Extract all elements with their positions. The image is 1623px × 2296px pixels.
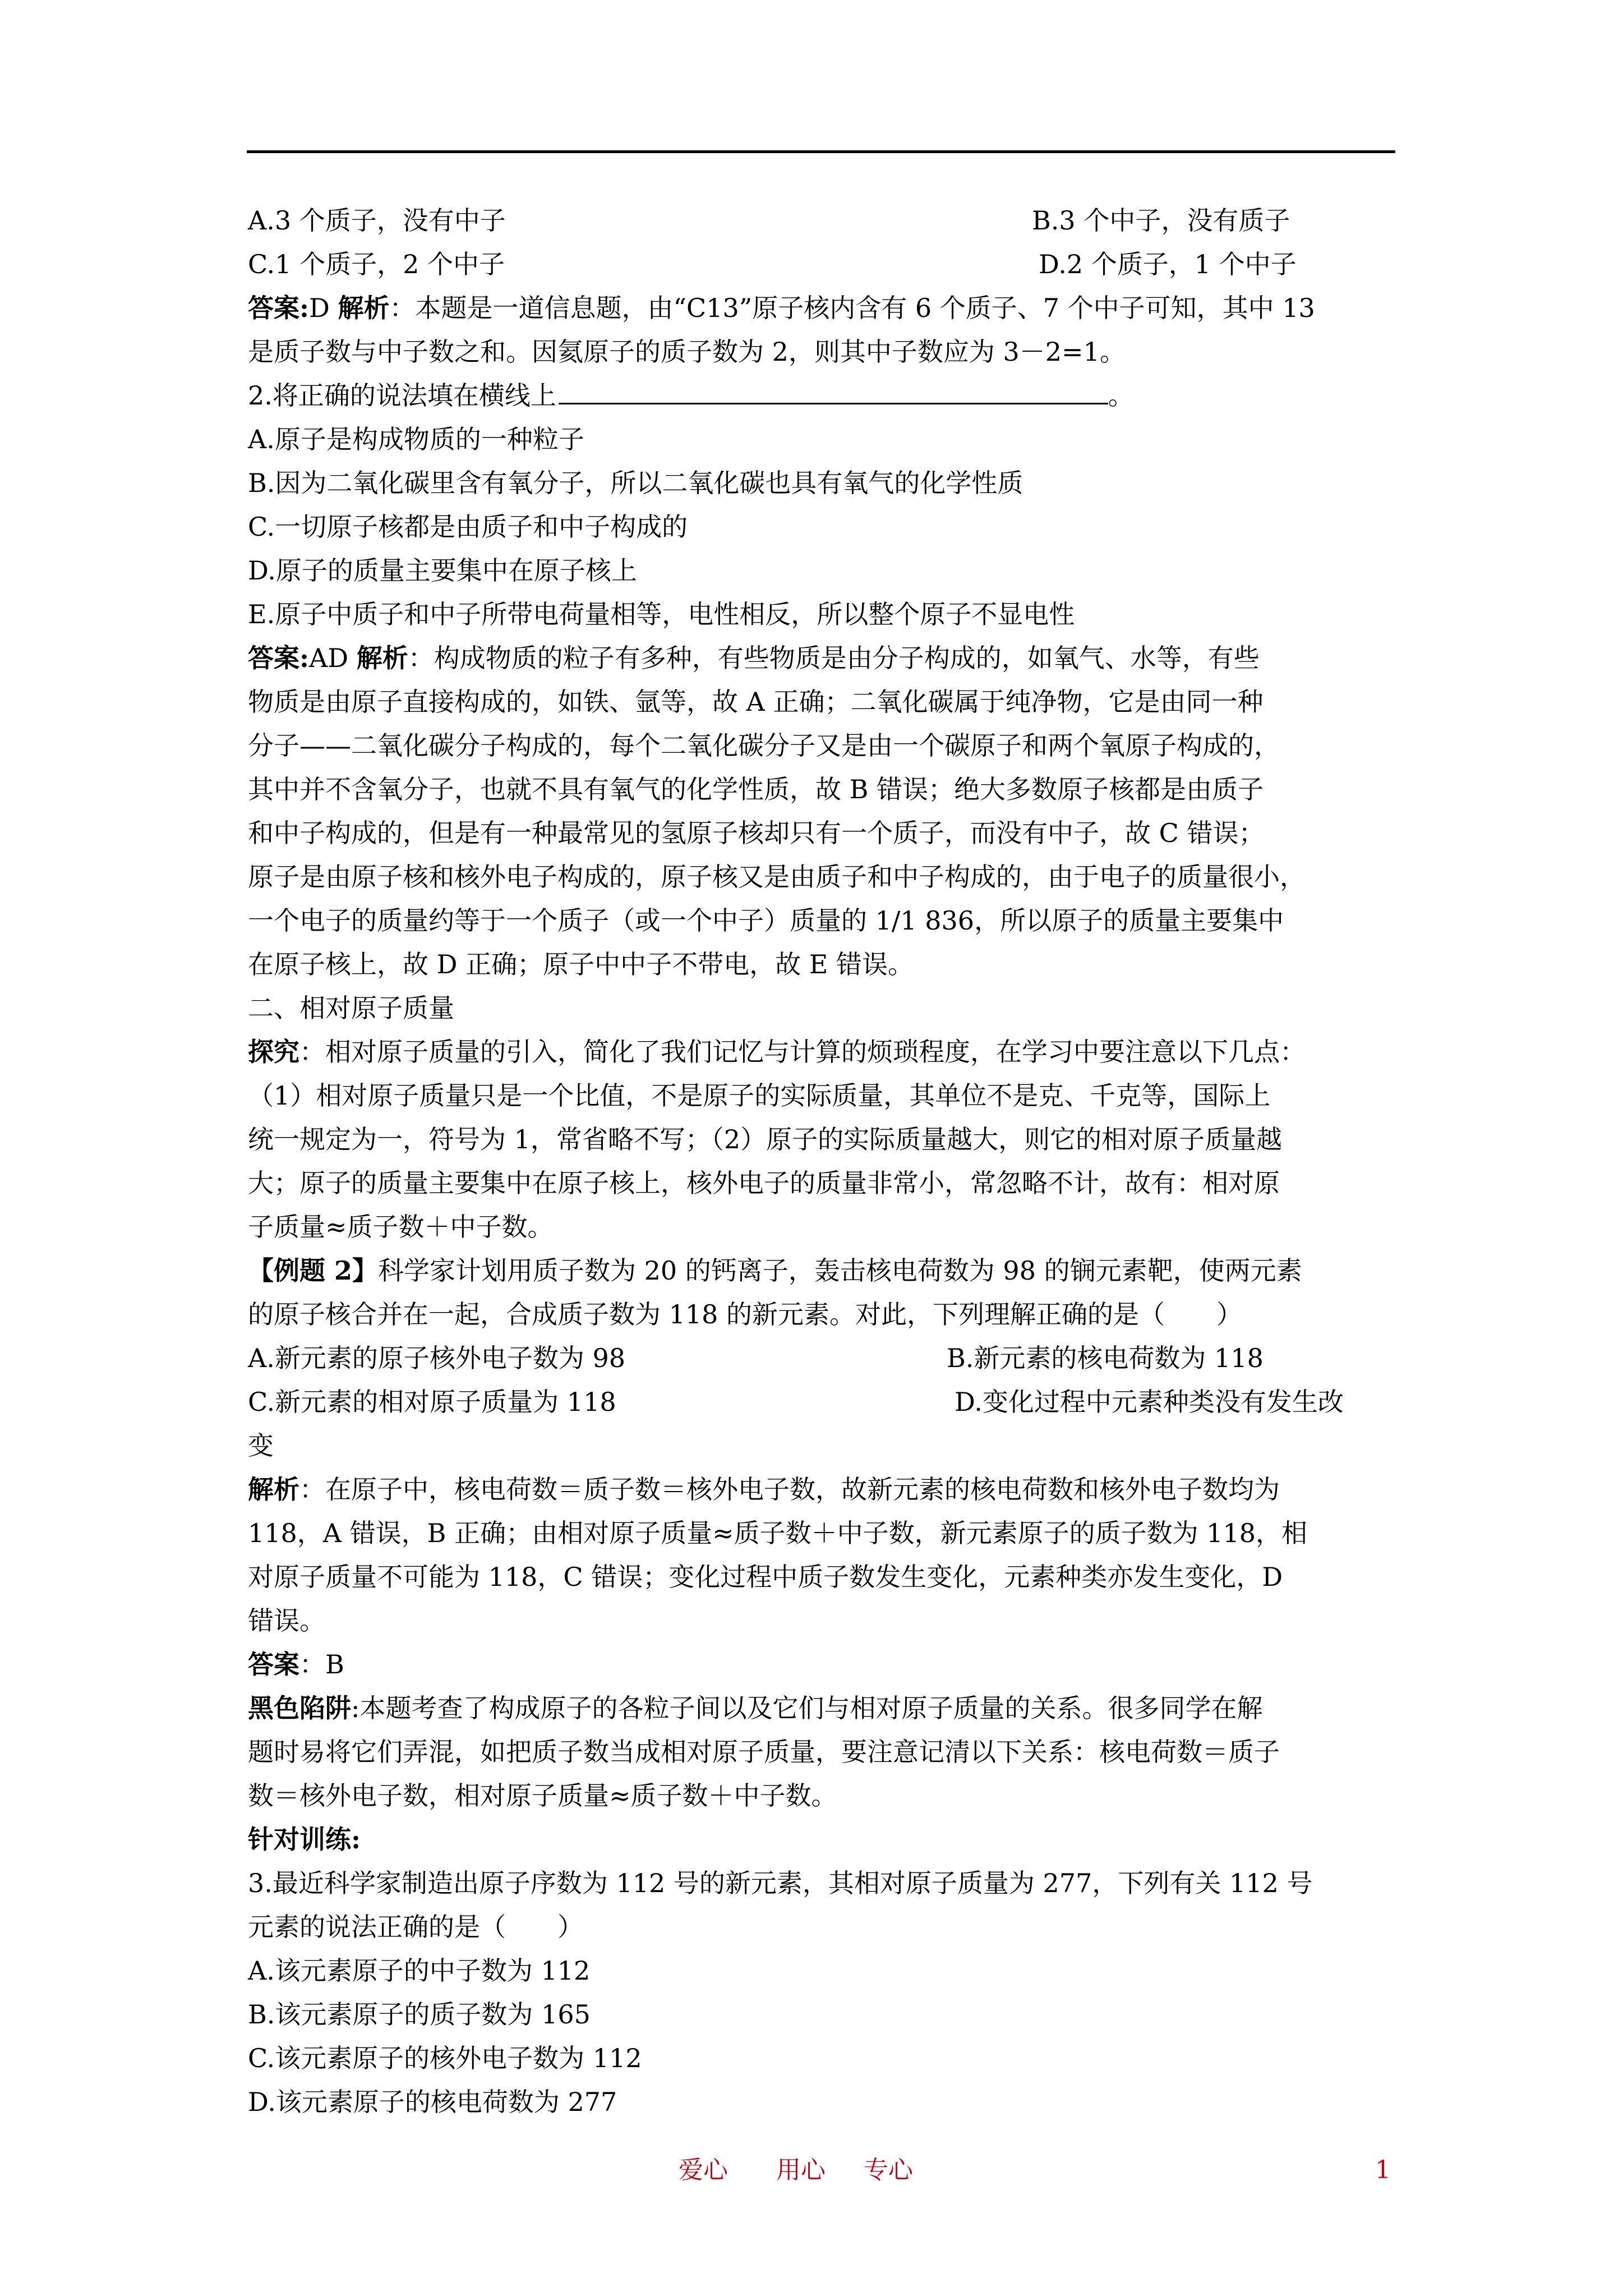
footer-slogan-3: 专心 <box>864 2156 913 2184</box>
q2-answer-line: 在原子核上，故 D 正确；原子中中子不带电，故 E 错误。 <box>248 949 914 979</box>
q1-answer-line-2: 是质子数与中子数之和。因氦原子的质子数为 2，则其中子数应为 3－2=1。 <box>248 337 1126 367</box>
example-option-d: D.变化过程中元素种类没有发生改 <box>955 1387 1344 1417</box>
trap-label: 黑色陷阱 <box>248 1693 351 1723</box>
answer-label: 答案: <box>248 293 309 323</box>
q2-option: E.原子中质子和中子所带电荷量相等，电性相反，所以整个原子不显电性 <box>248 599 1075 629</box>
section-heading: 二、相对原子质量 <box>248 993 454 1023</box>
example-option-b: B.新元素的核电荷数为 118 <box>947 1343 1264 1373</box>
analysis-label: 解析 <box>248 1474 299 1504</box>
example-analysis-line: 118，A 错误，B 正确；由相对原子质量≈质子数＋中子数，新元素原子的质子数为 118，相 <box>248 1518 1308 1548</box>
q2-answer-line: 一个电子的质量约等于一个质子（或一个中子）质量的 1/1 836，所以原子的质量主要集中 <box>248 905 1284 936</box>
trap-line: 数＝核外电子数，相对原子质量≈质子数＋中子数。 <box>248 1780 837 1811</box>
q2-stem <box>248 374 1134 417</box>
q2-answer-line: 分子——二氧化碳分子构成的，每个二氧化碳分子又是由一个碳原子和两个氧原子构成的， <box>248 730 1280 761</box>
q2-answer-line: 和中子构成的，但是有一种最常见的氢原子核却只有一个质子，而没有中子，故 C 错误； <box>248 818 1265 848</box>
page-number: 1 <box>1375 2156 1391 2184</box>
answer-label: 答案 <box>248 1649 299 1680</box>
explore-text: ：相对原子质量的引入，简化了我们记忆与计算的烦琐程度，在学习中要注意以下几点： <box>299 1037 1306 1067</box>
explore-line: 子质量≈质子数＋中子数。 <box>248 1212 554 1242</box>
training-heading: 针对训练: <box>248 1824 361 1855</box>
example-option-a: A.新元素的原子核外电子数为 98 <box>248 1343 625 1373</box>
explore-label: 探究 <box>248 1037 299 1067</box>
analysis-text: ：本题是一道信息题，由“C13”原子核内含有 6 个质子、7 个中子可知，其中 13 <box>389 293 1315 323</box>
example-analysis-line <box>248 1467 1280 1511</box>
q3-option: C.该元素原子的核外电子数为 112 <box>248 2043 642 2073</box>
q2-option: C.一切原子核都是由质子和中子构成的 <box>248 512 688 542</box>
answer-value: D <box>308 293 330 323</box>
q2-answer-line: 原子是由原子核和核外电子构成的，原子核又是由质子和中子构成的，由于电子的质量很小， <box>248 862 1306 892</box>
q2-answer-line: 物质是由原子直接构成的，如铁、氩等，故 A 正确；二氧化碳属于纯净物，它是由同一种 <box>248 687 1264 717</box>
trap-line: 题时易将它们弄混，如把质子数当成相对原子质量，要注意记清以下关系：核电荷数＝质子 <box>248 1737 1280 1767</box>
fill-in-blank <box>559 374 1108 404</box>
explore-line: 统一规定为一，符号为 1，常省略不写；（2）原子的实际质量越大，则它的相对原子质量越 <box>248 1124 1283 1154</box>
q1-option-a: A.3 个质子，没有中子 <box>248 205 506 236</box>
q2-answer-line <box>248 636 1260 680</box>
q2-stem-end: 。 <box>1108 380 1134 411</box>
q3-option: A.该元素原子的中子数为 112 <box>248 1955 591 1986</box>
q3-option: B.该元素原子的质子数为 165 <box>248 1999 591 2030</box>
q3-option: D.该元素原子的核电荷数为 277 <box>248 2087 617 2117</box>
example-option-c: C.新元素的相对原子质量为 118 <box>248 1387 616 1417</box>
example-stem-line: 的原子核合并在一起，合成质子数为 118 的新元素。对此，下列理解正确的是（ ） <box>248 1299 1243 1329</box>
example-answer <box>248 1642 344 1686</box>
explore-line: （1）相对原子质量只是一个比值，不是原子的实际质量，其单位不是克、千克等，国际上 <box>248 1080 1271 1111</box>
answer-value: AD <box>308 643 349 673</box>
example-label: 【例题 2】 <box>248 1255 379 1286</box>
explore-line: 大；原子的质量主要集中在原子核上，核外电子的质量非常小，常忽略不计，故有：相对原 <box>248 1168 1280 1198</box>
example-text: 科学家计划用质子数为 20 的钙离子，轰击核电荷数为 98 的锎元素靶，使两元素 <box>378 1255 1302 1286</box>
q2-option: A.原子是构成物质的一种粒子 <box>248 424 584 454</box>
q1-option-d: D.2 个质子，1 个中子 <box>1039 249 1297 279</box>
q3-stem-line: 3.最近科学家制造出原子序数为 112 号的新元素，其相对原子质量为 277，下列有关 112 号 <box>248 1868 1313 1898</box>
example-analysis-line: 对原子质量不可能为 118，C 错误；变化过程中质子数发生变化，元素种类亦发生变化，D <box>248 1562 1283 1592</box>
analysis-label: 解析 <box>338 293 390 323</box>
q3-stem-line: 元素的说法正确的是（ ） <box>248 1912 583 1942</box>
example-option-d-continued: 变 <box>248 1430 274 1461</box>
q1-answer-line-1 <box>248 286 1315 330</box>
analysis-text: ：构成物质的粒子有多种，有些物质是由分子构成的，如氧气、水等，有些 <box>408 643 1260 673</box>
explore-line <box>248 1030 1306 1074</box>
example-stem-line <box>248 1249 1302 1292</box>
analysis-label: 解析 <box>356 643 408 673</box>
trap-line <box>248 1686 1263 1730</box>
q1-option-b: B.3 个中子，没有质子 <box>1032 205 1290 236</box>
answer-label: 答案: <box>248 643 309 673</box>
example-analysis-line: 错误。 <box>248 1605 325 1636</box>
trap-text: :本题考查了构成原子的各粒子间以及它们与相对原子质量的关系。很多同学在解 <box>351 1693 1263 1723</box>
q2-answer-line: 其中并不含氧分子，也就不具有氧气的化学性质，故 B 错误；绝大多数原子核都是由质子 <box>248 774 1264 804</box>
analysis-text: ：在原子中，核电荷数＝质子数＝核外电子数，故新元素的核电荷数和核外电子数均为 <box>299 1474 1280 1504</box>
q2-option: B.因为二氧化碳里含有氧分子，所以二氧化碳也具有氧气的化学性质 <box>248 468 1023 498</box>
footer-slogan-2: 用心 <box>776 2156 826 2184</box>
q2-option: D.原子的质量主要集中在原子核上 <box>248 555 637 586</box>
q1-option-c: C.1 个质子，2 个中子 <box>248 249 505 279</box>
header-rule <box>247 150 1395 153</box>
q2-stem-text: 2.将正确的说法填在横线上 <box>248 380 556 411</box>
footer-slogan-1: 爱心 <box>679 2156 728 2184</box>
answer-value: ：B <box>299 1649 344 1680</box>
